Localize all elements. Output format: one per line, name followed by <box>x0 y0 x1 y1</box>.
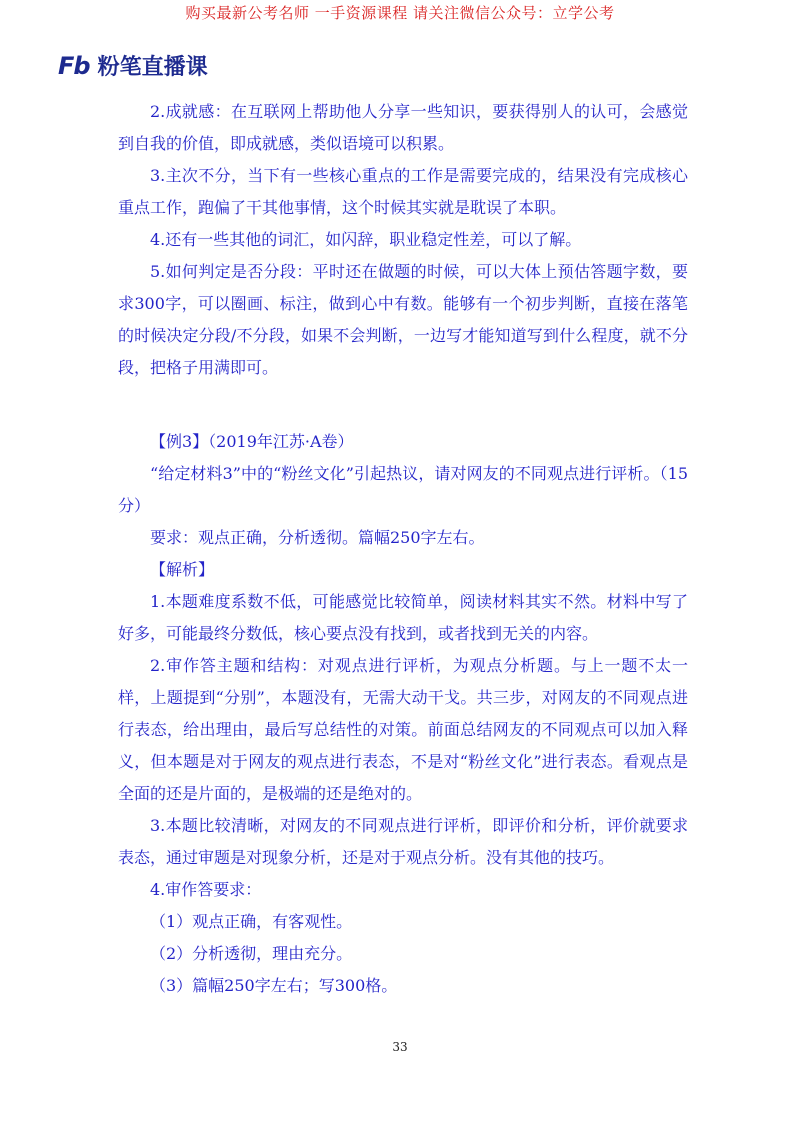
analysis-paragraph: 1.本题难度系数不低，可能感觉比较简单，阅读材料其实不然。材料中写了好多，可能最终分数低，核心要点没有找到，或者找到无关的内容。 <box>118 592 688 643</box>
requirement-item: （2）分析透彻，理由充分。 <box>150 944 353 963</box>
brand-logo <box>58 50 208 81</box>
paragraph: 2.成就感：在互联网上帮助他人分享一些知识，要获得别人的认可，会感觉到自我的价值，即成就感，类似语境可以积累。 <box>118 102 688 153</box>
paragraph: 3.主次不分，当下有一些核心重点的工作是需要完成的，结果没有完成核心重点工作，跑偏了干其他事情，这个时候其实就是耽误了本职。 <box>118 166 688 217</box>
analysis-label: 【解析】 <box>150 560 215 579</box>
analysis-paragraph: 3.本题比较清晰，对网友的不同观点进行评析，即评价和分析，评价就要求表态，通过审题是对现象分析，还是对于观点分析。没有其他的技巧。 <box>118 816 688 867</box>
requirement-text: 要求：观点正确，分析透彻。篇幅250字左右。 <box>150 528 485 547</box>
requirement-item: （1）观点正确，有客观性。 <box>150 912 353 931</box>
brand-name: 粉笔直播课 <box>97 55 208 80</box>
fb-logo-icon: Fb <box>58 51 90 80</box>
paragraph: 5.如何判定是否分段：平时还在做题的时候，可以大体上预估答题字数，要求300字，可以圈画、标注，做到心中有数。能够有一个初步判断，直接在落笔的时候决定分段/不分段，如果不会判断，一边写才能知道写到什么程度，就不分段，把格子用满即可。 <box>118 262 688 377</box>
example-title: 【例3】（2019年江苏·A卷） <box>150 432 354 451</box>
page-number: 33 <box>392 1040 408 1054</box>
document-body <box>118 96 688 1002</box>
analysis-paragraph: 4.审作答要求： <box>150 880 262 899</box>
requirement-item: （3）篇幅250字左右；写300格。 <box>150 976 398 995</box>
analysis-paragraph: 2.审作答主题和结构：对观点进行评析，为观点分析题。与上一题不太一样，上题提到“分别”，本题没有，无需大动干戈。共三步，对网友的不同观点进行表态，给出理由，最后写总结性的对策。前面总结网友的不同观点可以加入释义，但本题是对于网友的观点进行表态，不是对“粉丝文化”进行表态。看观点是全面的还是片面的，是极端的还是绝对的。 <box>118 656 688 803</box>
question-text: “给定材料3”中的“粉丝文化”引起热议，请对网友的不同观点进行评析。（15分） <box>118 464 688 515</box>
paragraph: 4.还有一些其他的词汇，如闪辞，职业稳定性差，可以了解。 <box>150 230 582 249</box>
promo-banner: 购买最新公考名师 一手资源课程 请关注微信公众号：立学公考 <box>185 4 615 22</box>
